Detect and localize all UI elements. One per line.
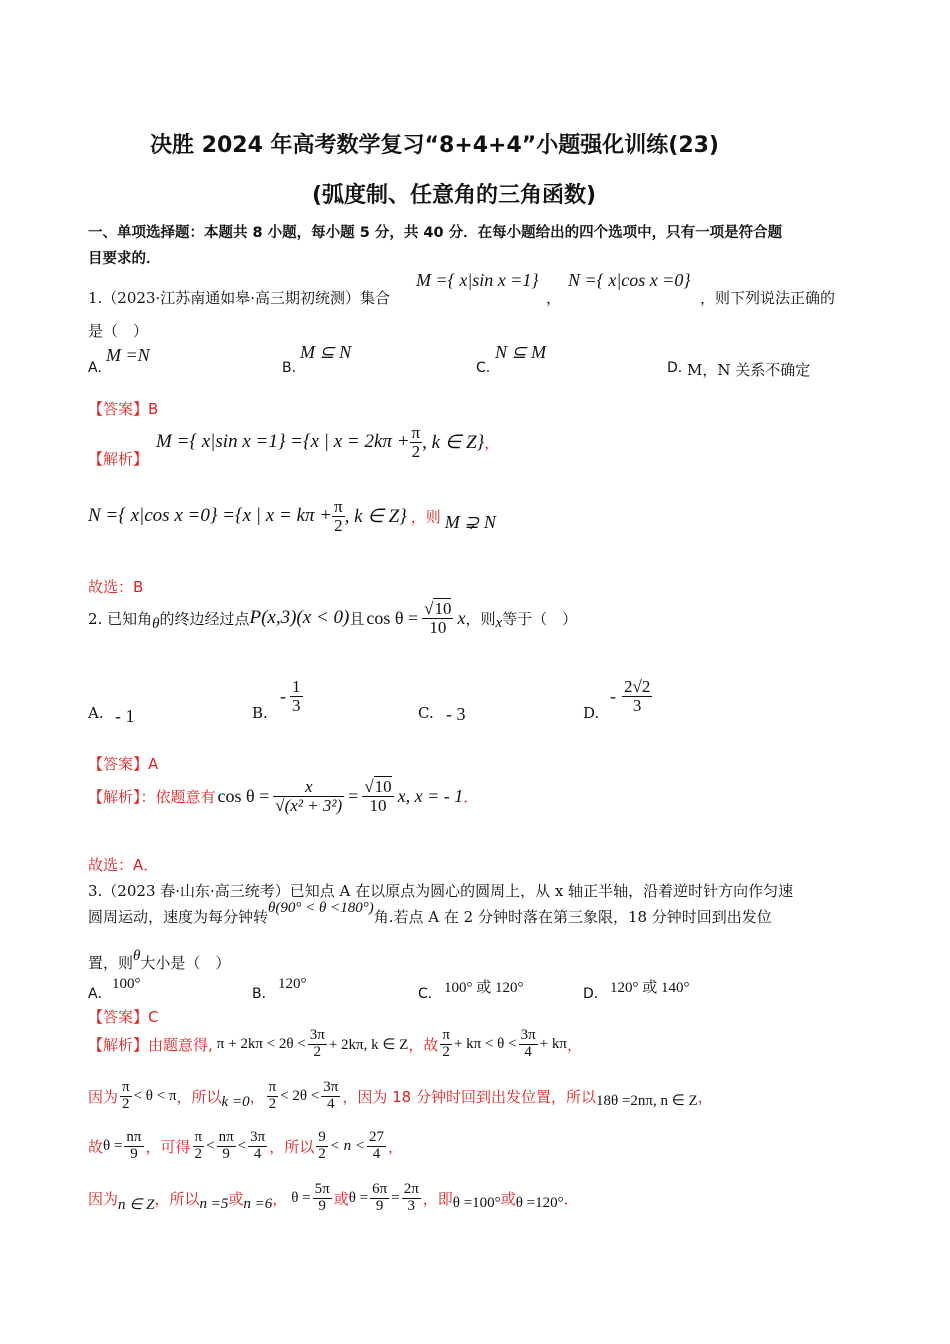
q3-solution-line3 xyxy=(88,1130,403,1163)
q3-s4-frac1-num: 5π xyxy=(314,1181,330,1197)
q3-s2-i: ， xyxy=(697,1087,713,1106)
q1-sol-m-left: M ={ x|sin x =1} ={x | x = 2kπ + xyxy=(156,431,410,453)
q3-s4-frac3 xyxy=(402,1182,421,1215)
q3-s4-frac2-den: 9 xyxy=(370,1198,389,1215)
q3-s2-frac3-den: 4 xyxy=(321,1096,340,1113)
section-heading-cont: 目要求的． xyxy=(88,251,161,267)
q3-option-c: 100° 或 120° xyxy=(444,980,524,996)
q3-solution-line1 xyxy=(88,1028,582,1061)
q1-option-b: M ⊆ N xyxy=(300,342,352,362)
q3-s3-frac5 xyxy=(316,1130,328,1163)
q1-sol-n-right: , k ∈ Z} xyxy=(344,505,407,527)
q2-sol-frac2 xyxy=(362,778,393,815)
q2-stem-b: 的终边经过点 xyxy=(159,609,250,628)
q1-sol-m-frac-num: π xyxy=(411,423,421,442)
q3-s3-frac5-den: 2 xyxy=(318,1145,326,1162)
q2-sol-tail: x, x = - 1 xyxy=(397,785,464,806)
q1-option-d: M，N 关系不确定 xyxy=(687,361,811,379)
q3-s4-o: θ =120° xyxy=(515,1194,564,1211)
q2-option-c-label: C. xyxy=(418,704,434,722)
q2-sol-eq: = xyxy=(348,785,359,806)
q3-stem-line3 xyxy=(88,948,231,973)
q2-option-c: - 3 xyxy=(446,704,466,724)
q3-s3-frac2-den: 2 xyxy=(193,1146,205,1163)
q1-sol-then: ，则 xyxy=(410,507,441,526)
q3-s4-frac2 xyxy=(370,1182,389,1215)
q1-option-b-label: B. xyxy=(282,360,297,376)
q3-s4-l: ，即 xyxy=(422,1189,453,1208)
q2-option-d-num: 2√2 xyxy=(624,677,651,696)
q2-option-d-sign: - xyxy=(610,685,616,706)
q3-s4-frac3-num: 2π xyxy=(403,1181,419,1197)
q3-s3-frac5-num: 9 xyxy=(318,1129,326,1145)
q3-s3-frac1-num: nπ xyxy=(126,1129,142,1145)
q3-s2-e: ， xyxy=(249,1087,265,1106)
q1-sol-m-frac-den: 2 xyxy=(410,442,423,461)
q2-option-a-label: A. xyxy=(88,704,104,722)
q1-set-m: M ={ x|sin x =1} xyxy=(416,270,539,290)
q3-s1-frac3-den: 4 xyxy=(519,1044,538,1061)
q3-s1-d: + kπ < θ < xyxy=(453,1035,517,1052)
q3-s2-frac1 xyxy=(120,1080,132,1113)
q2-option-d-den: 3 xyxy=(622,696,652,715)
q1-option-a-label: A. xyxy=(88,360,102,376)
q1-sol-m-comma: ， xyxy=(484,433,500,452)
q3-s2-f: < 2θ < xyxy=(280,1087,320,1104)
q3-stem-line1: 3.（2023 春·山东·高三统考）已知点 A 在以原点为圆心的圆周上，从 x 轴正半轴，沿着逆时针方向作匀速 xyxy=(88,882,794,900)
q2-option-d-label: D. xyxy=(583,704,600,722)
q3-s3-frac2-num: π xyxy=(194,1129,203,1145)
q2-cos-lhs: cos θ = xyxy=(366,607,419,628)
q3-s3-frac3-den: 9 xyxy=(217,1146,236,1163)
q2-sol-den: √(x² + 3²) xyxy=(275,795,343,815)
q1-sol-n-frac xyxy=(332,498,345,535)
q3-s2-c: ，所以 xyxy=(176,1087,222,1106)
q2-sqrt10: 10 xyxy=(434,599,452,618)
q3-solution-line2 xyxy=(88,1080,713,1113)
q3-s2-frac2-num: π xyxy=(268,1079,277,1095)
q3-s2-frac2-den: 2 xyxy=(267,1096,279,1113)
q3-s2-frac1-num: π xyxy=(122,1079,130,1095)
q3-option-c-label: C． xyxy=(418,986,442,1002)
q2-answer: 【答案】A xyxy=(88,755,159,773)
q2-option-d xyxy=(610,678,652,715)
q1-analysis-label: 【解析】 xyxy=(88,450,149,468)
q3-s3-a: 故 xyxy=(88,1137,104,1156)
q3-s1-f: ， xyxy=(566,1035,582,1054)
q2-cos-frac-den: 10 xyxy=(422,618,453,637)
q3-s3-frac6-num: 27 xyxy=(368,1129,384,1145)
q3-s3-b: θ = xyxy=(103,1137,123,1154)
q3-s2-d: k =0 xyxy=(221,1093,250,1110)
q3-option-d: 120° 或 140° xyxy=(610,980,690,996)
q3-s1-frac1-den: 2 xyxy=(308,1044,327,1061)
q3-s3-frac2 xyxy=(193,1130,205,1163)
q2-x: x xyxy=(457,607,466,628)
q3-s2-b: < θ < π xyxy=(133,1087,177,1104)
q1-stem-b: ，则下列说法正确的 xyxy=(700,289,836,307)
q3-s1-c: ，故 xyxy=(408,1035,439,1054)
q2-solution xyxy=(88,778,478,815)
q3-s2-a: 因为 xyxy=(88,1087,119,1106)
q3-s3-e: < xyxy=(237,1137,247,1154)
q2-option-b-den: 3 xyxy=(292,695,301,715)
q2-sol-frac2-num: √10 xyxy=(364,777,392,796)
q2-option-b-num: 1 xyxy=(292,677,301,696)
q1-set-n: N ={ x|cos x =0} xyxy=(568,270,691,290)
q2-option-a: - 1 xyxy=(115,706,135,726)
q3-s4-e: 或 xyxy=(228,1189,244,1208)
q3-s4-frac2-num: 6π xyxy=(372,1181,388,1197)
q3-answer: 【答案】C xyxy=(88,1008,159,1026)
q3-line3-b: 大小是（ ） xyxy=(140,954,231,972)
q2-sol-cos: cos θ = xyxy=(217,785,270,806)
q3-s2-frac3-num: 3π xyxy=(323,1079,339,1095)
q2-option-b-sign: - xyxy=(280,685,286,706)
q1-sol-m-frac xyxy=(410,424,423,461)
q3-option-a: 100° xyxy=(112,976,141,992)
q3-stem-line2 xyxy=(88,900,772,927)
q3-s4-h: θ = xyxy=(291,1189,311,1206)
q3-s2-frac1-den: 2 xyxy=(120,1096,132,1113)
q3-s3-frac4 xyxy=(248,1130,267,1163)
q3-line2-a: 圆周运动，速度为每分钟转 xyxy=(88,908,269,926)
q3-s2-g: ，因为 18 分钟时回到出发位置，所以 xyxy=(342,1087,596,1106)
q2-option-b-label: B. xyxy=(252,704,268,722)
q2-analysis-label: 【解析】：依题意有 xyxy=(88,787,216,806)
q3-s1-frac2-den: 2 xyxy=(440,1044,452,1061)
q2-cos-frac xyxy=(422,600,453,637)
q3-s3-g: < n < xyxy=(329,1137,365,1154)
q2-option-b xyxy=(280,678,303,715)
q3-solution-line4 xyxy=(88,1182,579,1215)
q3-s3-frac3-num: nπ xyxy=(218,1129,234,1145)
q2-stem-e: 等于（ ） xyxy=(502,609,578,628)
q2-sol-dot: ． xyxy=(463,787,479,806)
q3-s1-b: + 2kπ, k ∈ Z xyxy=(328,1036,409,1053)
q1-comma: ， xyxy=(546,289,562,307)
q2-sol-num: x xyxy=(304,777,313,796)
q3-s2-h: 18θ =2nπ, n ∈ Z xyxy=(595,1092,698,1109)
q1-stem-c: 是（ ） xyxy=(88,322,149,340)
q3-s4-m: θ =100° xyxy=(452,1194,501,1211)
q3-s4-f: n =6 xyxy=(243,1195,273,1212)
q3-line3-a: 置，则 xyxy=(88,954,134,972)
q1-stem: 1.（2023·江苏南通如皋·高三期初统测）集合 xyxy=(88,289,391,307)
q2-stem-a: 2. 已知角 xyxy=(88,609,153,628)
q3-s3-frac1-den: 9 xyxy=(124,1146,143,1163)
q1-solution-m xyxy=(156,424,499,461)
q3-option-d-label: D． xyxy=(583,986,608,1002)
q1-sol-n-frac-num: π xyxy=(334,497,343,516)
q3-s4-frac3-den: 3 xyxy=(402,1198,421,1215)
q3-s4-p: ． xyxy=(563,1189,579,1208)
q3-s1-e: + kπ xyxy=(539,1035,567,1052)
q2-point: P(x,3)(x < 0) xyxy=(249,607,350,629)
q3-s1-frac2-num: π xyxy=(442,1027,450,1043)
q3-s1-a: π + 2kπ < 2θ < xyxy=(216,1035,306,1052)
q3-line2-math: θ(90° < θ <180°) xyxy=(268,900,374,916)
q3-option-b-label: B． xyxy=(252,986,276,1002)
q3-s4-g: ， xyxy=(272,1189,288,1208)
q3-s4-j: θ = xyxy=(348,1189,369,1206)
q3-s4-k: = xyxy=(391,1189,400,1206)
q3-line2-b: 角.若点 A 在 2 分钟时落在第三象限，18 分钟时回到出发位 xyxy=(373,908,772,926)
q1-option-c: N ⊆ M xyxy=(495,342,547,362)
q2-stem-c: 且 xyxy=(349,609,365,628)
q3-s3-frac4-num: 3π xyxy=(250,1129,266,1145)
q1-option-c-label: C. xyxy=(476,360,491,376)
q3-s3-frac4-den: 4 xyxy=(248,1146,267,1163)
q3-s4-n: 或 xyxy=(500,1189,516,1208)
q3-s3-frac6-den: 4 xyxy=(367,1146,386,1163)
q3-s4-c: ，所以 xyxy=(154,1189,200,1208)
q1-sol-n-left: N ={ x|cos x =0} ={x | x = kπ + xyxy=(88,505,333,527)
q2-sol-frac2-den: 10 xyxy=(362,796,393,815)
q1-solution-n xyxy=(88,498,496,535)
q3-s2-frac2 xyxy=(267,1080,279,1113)
q2-option-d-frac xyxy=(622,678,652,715)
q2-stem-d: ，则 xyxy=(465,609,496,628)
q2-sol-sqrt10: 10 xyxy=(374,777,392,796)
q2-conclusion: 故选：A． xyxy=(88,856,159,874)
q3-s1-frac2 xyxy=(440,1028,452,1061)
q2-x2: x xyxy=(495,614,503,631)
q3-s4-d: n =5 xyxy=(199,1195,229,1212)
q3-s2-frac3 xyxy=(321,1080,340,1113)
q3-theta: θ xyxy=(133,948,141,964)
q3-option-b: 120° xyxy=(278,976,307,992)
q3-s1-frac3-num: 3π xyxy=(520,1027,536,1043)
q2-stem xyxy=(88,600,577,637)
q3-s1-frac3 xyxy=(519,1028,538,1061)
q3-s3-h: ， xyxy=(387,1137,403,1156)
q3-s3-c: ，可得 xyxy=(145,1137,191,1156)
q3-s3-d: < xyxy=(206,1137,215,1154)
q3-s4-a: 因为 xyxy=(88,1189,119,1208)
q3-option-a-label: A． xyxy=(88,986,112,1002)
q3-s3-frac6 xyxy=(367,1130,386,1163)
q3-s1-frac1 xyxy=(308,1028,327,1061)
q3-s4-i: 或 xyxy=(333,1189,349,1208)
q3-s3-frac1 xyxy=(124,1130,143,1163)
q3-analysis-label: 【解析】由题意得, xyxy=(88,1035,213,1054)
q2-theta: θ xyxy=(152,615,160,632)
q2-cos-frac-num: √10 xyxy=(424,599,452,618)
q3-s4-frac1-den: 9 xyxy=(313,1198,332,1215)
q1-option-d-label: D. xyxy=(667,360,683,376)
q1-answer: 【答案】B xyxy=(88,400,159,418)
q3-s1-frac1-num: 3π xyxy=(309,1027,325,1043)
page-subtitle: (弧度制、任意角的三角函数) xyxy=(312,183,597,208)
q1-option-a: M =N xyxy=(106,345,150,365)
page-title: 决胜 2024 年高考数学复习“8+4+4”小题强化训练(23) xyxy=(150,133,719,158)
q1-sol-relation: M ⊋ N xyxy=(444,511,496,532)
q3-s3-f: ，所以 xyxy=(269,1137,315,1156)
q2-sol-frac xyxy=(273,778,344,815)
q3-s4-b: n ∈ Z xyxy=(118,1196,155,1213)
q1-sol-n-frac-den: 2 xyxy=(332,516,345,535)
q2-option-b-frac xyxy=(290,678,303,715)
q3-s4-frac1 xyxy=(313,1182,332,1215)
q1-sol-m-right: , k ∈ Z} xyxy=(422,431,485,453)
section-heading: 一、单项选择题：本题共 8 小题，每小题 5 分，共 40 分．在每小题给出的四个选项中，只有一项是符合题 xyxy=(88,225,783,241)
q3-s3-frac3 xyxy=(217,1130,236,1163)
q1-conclusion: 故选：B xyxy=(88,578,144,596)
